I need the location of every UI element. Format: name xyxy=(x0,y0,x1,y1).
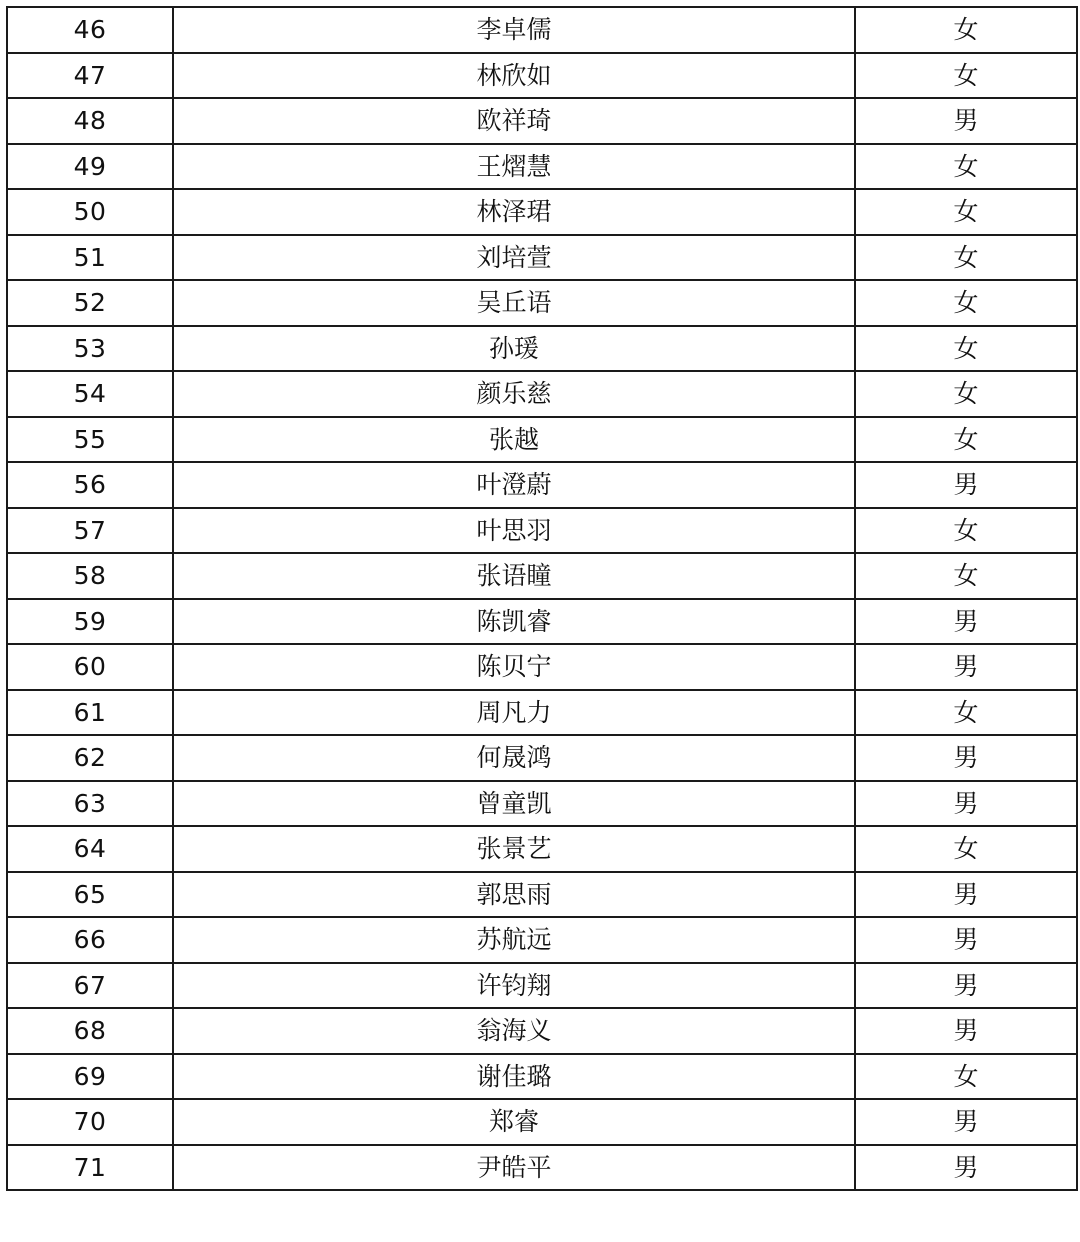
gender-cell: 男 xyxy=(855,644,1077,690)
table-row xyxy=(7,326,1077,372)
student-name-cell: 郑睿 xyxy=(173,1099,855,1145)
row-number-cell: 53 xyxy=(7,326,173,372)
table-row xyxy=(7,1054,1077,1100)
table-row xyxy=(7,644,1077,690)
gender-cell: 女 xyxy=(855,553,1077,599)
gender-cell: 女 xyxy=(855,690,1077,736)
student-name-cell: 苏航远 xyxy=(173,917,855,963)
student-name-cell: 林欣如 xyxy=(173,53,855,99)
table-row xyxy=(7,371,1077,417)
table-row xyxy=(7,144,1077,190)
table-row xyxy=(7,917,1077,963)
row-number-cell: 71 xyxy=(7,1145,173,1191)
gender-cell: 男 xyxy=(855,963,1077,1009)
table-row xyxy=(7,735,1077,781)
gender-cell: 女 xyxy=(855,417,1077,463)
table-row xyxy=(7,235,1077,281)
gender-cell: 女 xyxy=(855,371,1077,417)
gender-cell: 男 xyxy=(855,1008,1077,1054)
table-row xyxy=(7,189,1077,235)
gender-cell: 女 xyxy=(855,1054,1077,1100)
table-row xyxy=(7,1145,1077,1191)
row-number-cell: 54 xyxy=(7,371,173,417)
table-row xyxy=(7,7,1077,53)
student-name-cell: 王熠慧 xyxy=(173,144,855,190)
student-name-cell: 颜乐慈 xyxy=(173,371,855,417)
row-number-cell: 61 xyxy=(7,690,173,736)
table-row xyxy=(7,963,1077,1009)
roster-table xyxy=(6,6,1078,1191)
row-number-cell: 50 xyxy=(7,189,173,235)
row-number-cell: 55 xyxy=(7,417,173,463)
student-name-cell: 何晟鸿 xyxy=(173,735,855,781)
row-number-cell: 46 xyxy=(7,7,173,53)
gender-cell: 男 xyxy=(855,1145,1077,1191)
gender-cell: 男 xyxy=(855,1099,1077,1145)
row-number-cell: 47 xyxy=(7,53,173,99)
gender-cell: 女 xyxy=(855,144,1077,190)
row-number-cell: 62 xyxy=(7,735,173,781)
row-number-cell: 65 xyxy=(7,872,173,918)
row-number-cell: 64 xyxy=(7,826,173,872)
row-number-cell: 51 xyxy=(7,235,173,281)
gender-cell: 男 xyxy=(855,917,1077,963)
row-number-cell: 58 xyxy=(7,553,173,599)
student-name-cell: 吴丘语 xyxy=(173,280,855,326)
gender-cell: 女 xyxy=(855,235,1077,281)
student-name-cell: 叶澄蔚 xyxy=(173,462,855,508)
student-name-cell: 李卓儒 xyxy=(173,7,855,53)
gender-cell: 女 xyxy=(855,7,1077,53)
row-number-cell: 68 xyxy=(7,1008,173,1054)
student-name-cell: 欧祥琦 xyxy=(173,98,855,144)
student-name-cell: 张越 xyxy=(173,417,855,463)
student-name-cell: 郭思雨 xyxy=(173,872,855,918)
student-name-cell: 尹皓平 xyxy=(173,1145,855,1191)
gender-cell: 男 xyxy=(855,872,1077,918)
gender-cell: 男 xyxy=(855,98,1077,144)
table-row xyxy=(7,826,1077,872)
row-number-cell: 59 xyxy=(7,599,173,645)
student-name-cell: 谢佳璐 xyxy=(173,1054,855,1100)
row-number-cell: 67 xyxy=(7,963,173,1009)
row-number-cell: 52 xyxy=(7,280,173,326)
row-number-cell: 56 xyxy=(7,462,173,508)
student-name-cell: 陈贝宁 xyxy=(173,644,855,690)
student-name-cell: 翁海义 xyxy=(173,1008,855,1054)
table-row xyxy=(7,690,1077,736)
table-row xyxy=(7,1099,1077,1145)
table-row xyxy=(7,553,1077,599)
row-number-cell: 63 xyxy=(7,781,173,827)
row-number-cell: 66 xyxy=(7,917,173,963)
gender-cell: 女 xyxy=(855,508,1077,554)
table-row xyxy=(7,53,1077,99)
table-row xyxy=(7,781,1077,827)
student-name-cell: 周凡力 xyxy=(173,690,855,736)
student-name-cell: 叶思羽 xyxy=(173,508,855,554)
student-name-cell: 许钧翔 xyxy=(173,963,855,1009)
table-row xyxy=(7,599,1077,645)
gender-cell: 男 xyxy=(855,735,1077,781)
row-number-cell: 48 xyxy=(7,98,173,144)
gender-cell: 女 xyxy=(855,53,1077,99)
table-row xyxy=(7,417,1077,463)
gender-cell: 女 xyxy=(855,826,1077,872)
student-name-cell: 孙瑗 xyxy=(173,326,855,372)
student-name-cell: 张语瞳 xyxy=(173,553,855,599)
table-row xyxy=(7,462,1077,508)
table-row xyxy=(7,280,1077,326)
row-number-cell: 69 xyxy=(7,1054,173,1100)
table-row xyxy=(7,98,1077,144)
student-name-cell: 张景艺 xyxy=(173,826,855,872)
student-name-cell: 刘培萱 xyxy=(173,235,855,281)
table-row xyxy=(7,508,1077,554)
row-number-cell: 70 xyxy=(7,1099,173,1145)
row-number-cell: 60 xyxy=(7,644,173,690)
row-number-cell: 49 xyxy=(7,144,173,190)
table-row xyxy=(7,872,1077,918)
gender-cell: 女 xyxy=(855,189,1077,235)
student-name-cell: 陈凯睿 xyxy=(173,599,855,645)
gender-cell: 男 xyxy=(855,781,1077,827)
row-number-cell: 57 xyxy=(7,508,173,554)
gender-cell: 女 xyxy=(855,280,1077,326)
gender-cell: 女 xyxy=(855,326,1077,372)
roster-table-body xyxy=(7,7,1077,1190)
student-name-cell: 曾童凯 xyxy=(173,781,855,827)
student-name-cell: 林泽珺 xyxy=(173,189,855,235)
gender-cell: 男 xyxy=(855,462,1077,508)
gender-cell: 男 xyxy=(855,599,1077,645)
table-row xyxy=(7,1008,1077,1054)
